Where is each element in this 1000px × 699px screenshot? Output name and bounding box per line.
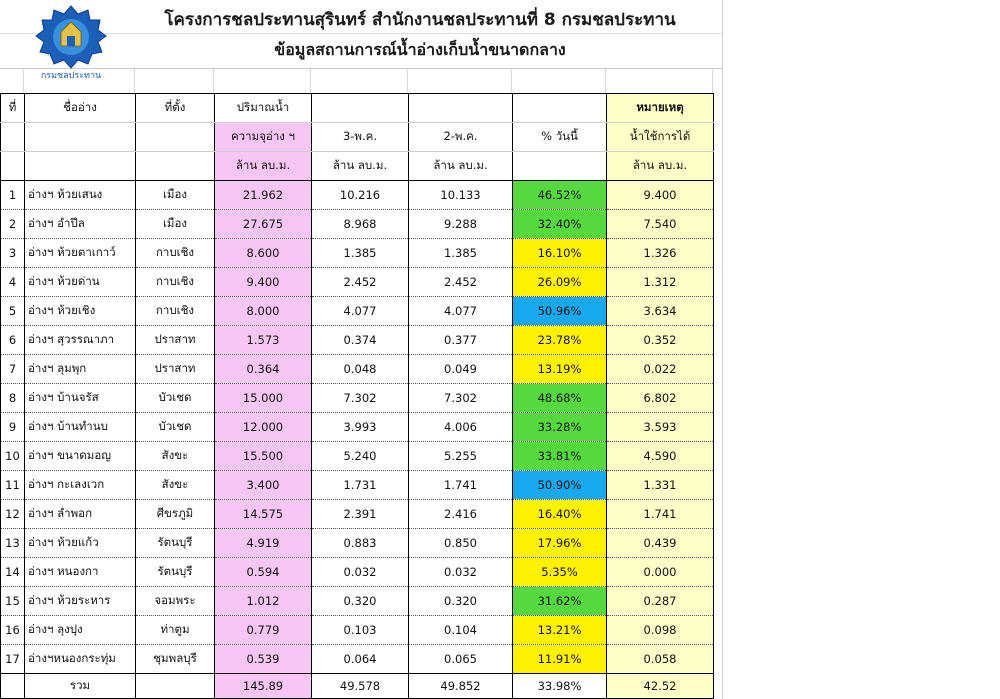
percent-today: 33.28% bbox=[513, 413, 607, 442]
reservoir-name: อ่างฯหนองกระทุ่ม bbox=[25, 645, 136, 674]
percent-today: 50.90% bbox=[513, 471, 607, 500]
volume-date2: 0.850 bbox=[409, 529, 513, 558]
usable-volume: 0.439 bbox=[607, 529, 714, 558]
col-capacity-header: ความจุอ่าง ฯ bbox=[215, 123, 312, 152]
volume-date1: 0.032 bbox=[312, 558, 409, 587]
header-row-3 bbox=[1, 152, 714, 181]
col-date1-header: 3-พ.ค. bbox=[312, 123, 409, 152]
usable-volume: 0.098 bbox=[607, 616, 714, 645]
volume-date2: 1.741 bbox=[409, 471, 513, 500]
capacity-value: 8.600 bbox=[215, 239, 312, 268]
percent-today: 11.91% bbox=[513, 645, 607, 674]
row-number: 15 bbox=[1, 587, 25, 616]
volume-date2: 0.032 bbox=[409, 558, 513, 587]
usable-volume: 1.312 bbox=[607, 268, 714, 297]
percent-today: 13.21% bbox=[513, 616, 607, 645]
col-no-header: ที่ bbox=[1, 94, 25, 123]
volume-date2: 1.385 bbox=[409, 239, 513, 268]
col-volume-header: ปริมาณน้ำ bbox=[215, 94, 312, 123]
unit-label: ล้าน ลบ.ม. bbox=[215, 152, 312, 181]
percent-today: 50.96% bbox=[513, 297, 607, 326]
volume-date2: 7.302 bbox=[409, 384, 513, 413]
reservoir-location: ปราสาท bbox=[136, 355, 215, 384]
report-header bbox=[0, 0, 722, 80]
row-number: 7 bbox=[1, 355, 25, 384]
percent-today: 23.78% bbox=[513, 326, 607, 355]
usable-volume: 3.593 bbox=[607, 413, 714, 442]
reservoir-name: อ่างฯ ห้วยระหาร bbox=[25, 587, 136, 616]
usable-volume: 3.634 bbox=[607, 297, 714, 326]
col-pct-header: % วันนี้ bbox=[513, 123, 607, 152]
reservoir-name: อ่างฯ ลำพอก bbox=[25, 500, 136, 529]
unit-label: ล้าน ลบ.ม. bbox=[607, 152, 714, 181]
volume-date2: 2.452 bbox=[409, 268, 513, 297]
table-row bbox=[1, 471, 714, 500]
table-row bbox=[1, 500, 714, 529]
reservoir-location: สังขะ bbox=[136, 471, 215, 500]
total-row bbox=[1, 674, 714, 699]
reservoir-location: ศีขรภูมิ bbox=[136, 500, 215, 529]
volume-date1: 2.391 bbox=[312, 500, 409, 529]
table-row bbox=[1, 297, 714, 326]
header-row-1 bbox=[1, 94, 714, 123]
percent-today: 16.40% bbox=[513, 500, 607, 529]
total-label: รวม bbox=[25, 674, 136, 699]
reservoir-location: กาบเชิง bbox=[136, 268, 215, 297]
row-number: 14 bbox=[1, 558, 25, 587]
row-number: 2 bbox=[1, 210, 25, 239]
usable-volume: 4.590 bbox=[607, 442, 714, 471]
volume-date1: 10.216 bbox=[312, 181, 409, 210]
row-number: 12 bbox=[1, 500, 25, 529]
reservoir-location: บัวเชด bbox=[136, 413, 215, 442]
reservoir-name: อ่างฯ บ้านจรัส bbox=[25, 384, 136, 413]
usable-volume: 7.540 bbox=[607, 210, 714, 239]
reservoir-name: อ่างฯ ลุมพุก bbox=[25, 355, 136, 384]
reservoir-name: อ่างฯ สุวรรณาภา bbox=[25, 326, 136, 355]
row-number: 6 bbox=[1, 326, 25, 355]
col-date2-header: 2-พ.ค. bbox=[409, 123, 513, 152]
table-row bbox=[1, 210, 714, 239]
volume-date1: 0.883 bbox=[312, 529, 409, 558]
percent-today: 17.96% bbox=[513, 529, 607, 558]
reservoir-location: สังขะ bbox=[136, 442, 215, 471]
percent-today: 46.52% bbox=[513, 181, 607, 210]
col-location-header: ที่ตั้ง bbox=[136, 94, 215, 123]
usable-volume: 9.400 bbox=[607, 181, 714, 210]
col-usable-header: น้ำใช้การได้ bbox=[607, 123, 714, 152]
reservoir-name: อ่างฯ บ้านทำนบ bbox=[25, 413, 136, 442]
volume-date2: 0.065 bbox=[409, 645, 513, 674]
usable-volume: 0.287 bbox=[607, 587, 714, 616]
reservoir-location: รัตนบุรี bbox=[136, 558, 215, 587]
table-row bbox=[1, 616, 714, 645]
row-number: 1 bbox=[1, 181, 25, 210]
volume-date2: 0.377 bbox=[409, 326, 513, 355]
total-capacity: 145.89 bbox=[215, 674, 312, 699]
total-usable: 42.52 bbox=[607, 674, 714, 699]
percent-today: 32.40% bbox=[513, 210, 607, 239]
percent-today: 48.68% bbox=[513, 384, 607, 413]
capacity-value: 21.962 bbox=[215, 181, 312, 210]
capacity-value: 0.594 bbox=[215, 558, 312, 587]
table-row bbox=[1, 645, 714, 674]
row-number: 11 bbox=[1, 471, 25, 500]
volume-date2: 10.133 bbox=[409, 181, 513, 210]
capacity-value: 14.575 bbox=[215, 500, 312, 529]
row-number: 10 bbox=[1, 442, 25, 471]
unit-label: ล้าน ลบ.ม. bbox=[409, 152, 513, 181]
capacity-value: 15.000 bbox=[215, 384, 312, 413]
usable-volume: 0.352 bbox=[607, 326, 714, 355]
capacity-value: 1.573 bbox=[215, 326, 312, 355]
volume-date1: 0.064 bbox=[312, 645, 409, 674]
volume-date1: 0.374 bbox=[312, 326, 409, 355]
reservoir-name: อ่างฯ ขนาดมอญ bbox=[25, 442, 136, 471]
volume-date1: 4.077 bbox=[312, 297, 409, 326]
unit-label: ล้าน ลบ.ม. bbox=[312, 152, 409, 181]
percent-today: 33.81% bbox=[513, 442, 607, 471]
report-title: โครงการชลประทานสุรินทร์ สำนักงานชลประทานที่ 8 กรมชลประทาน bbox=[164, 10, 676, 30]
row-number: 5 bbox=[1, 297, 25, 326]
reservoir-name: อ่างฯ กะเลงเวก bbox=[25, 471, 136, 500]
reservoir-name: อ่างฯ ลุงปุง bbox=[25, 616, 136, 645]
usable-volume: 0.058 bbox=[607, 645, 714, 674]
capacity-value: 1.012 bbox=[215, 587, 312, 616]
table-row bbox=[1, 587, 714, 616]
reservoir-location: ปราสาท bbox=[136, 326, 215, 355]
report-subtitle: ข้อมูลสถานการณ์น้ำอ่างเก็บน้ำขนาดกลาง bbox=[274, 40, 566, 59]
table-row bbox=[1, 413, 714, 442]
capacity-value: 27.675 bbox=[215, 210, 312, 239]
table-row bbox=[1, 558, 714, 587]
usable-volume: 0.000 bbox=[607, 558, 714, 587]
table-row bbox=[1, 239, 714, 268]
reservoir-name: อ่างฯ ห้วยตาเกาว์ bbox=[25, 239, 136, 268]
percent-today: 31.62% bbox=[513, 587, 607, 616]
reservoir-location: รัตนบุรี bbox=[136, 529, 215, 558]
table-row bbox=[1, 326, 714, 355]
percent-today: 26.09% bbox=[513, 268, 607, 297]
reservoir-name: อ่างฯ ห้วยเสนง bbox=[25, 181, 136, 210]
usable-volume: 1.326 bbox=[607, 239, 714, 268]
capacity-value: 9.400 bbox=[215, 268, 312, 297]
row-number: 9 bbox=[1, 413, 25, 442]
volume-date2: 0.320 bbox=[409, 587, 513, 616]
volume-date1: 7.302 bbox=[312, 384, 409, 413]
reservoir-location: จอมพระ bbox=[136, 587, 215, 616]
row-number: 4 bbox=[1, 268, 25, 297]
row-number: 3 bbox=[1, 239, 25, 268]
reservoir-location: กาบเชิง bbox=[136, 239, 215, 268]
volume-date2: 0.049 bbox=[409, 355, 513, 384]
table-row bbox=[1, 181, 714, 210]
usable-volume: 0.022 bbox=[607, 355, 714, 384]
total-date2: 49.852 bbox=[409, 674, 513, 699]
total-date1: 49.578 bbox=[312, 674, 409, 699]
percent-today: 16.10% bbox=[513, 239, 607, 268]
volume-date1: 5.240 bbox=[312, 442, 409, 471]
col-name-header: ชื่ออ่าง bbox=[25, 94, 136, 123]
usable-volume: 6.802 bbox=[607, 384, 714, 413]
volume-date1: 1.385 bbox=[312, 239, 409, 268]
capacity-value: 0.539 bbox=[215, 645, 312, 674]
volume-date2: 5.255 bbox=[409, 442, 513, 471]
volume-date2: 2.416 bbox=[409, 500, 513, 529]
table-row bbox=[1, 384, 714, 413]
capacity-value: 0.364 bbox=[215, 355, 312, 384]
volume-date1: 1.731 bbox=[312, 471, 409, 500]
volume-date2: 4.077 bbox=[409, 297, 513, 326]
usable-volume: 1.331 bbox=[607, 471, 714, 500]
reservoir-name: อ่างฯ ห้วยเชิง bbox=[25, 297, 136, 326]
capacity-value: 15.500 bbox=[215, 442, 312, 471]
reservoir-location: เมือง bbox=[136, 181, 215, 210]
volume-date2: 9.288 bbox=[409, 210, 513, 239]
percent-today: 13.19% bbox=[513, 355, 607, 384]
volume-date2: 0.104 bbox=[409, 616, 513, 645]
percent-today: 5.35% bbox=[513, 558, 607, 587]
reservoir-name: อ่างฯ หนองกา bbox=[25, 558, 136, 587]
volume-date1: 0.103 bbox=[312, 616, 409, 645]
table-row bbox=[1, 268, 714, 297]
col-remark-header: หมายเหตุ bbox=[607, 94, 714, 123]
table-row bbox=[1, 529, 714, 558]
reservoir-location: ชุมพลบุรี bbox=[136, 645, 215, 674]
reservoir-location: ท่าตูม bbox=[136, 616, 215, 645]
volume-date1: 0.048 bbox=[312, 355, 409, 384]
capacity-value: 3.400 bbox=[215, 471, 312, 500]
volume-date2: 4.006 bbox=[409, 413, 513, 442]
header-row-2 bbox=[1, 123, 714, 152]
rid-logo-icon bbox=[28, 2, 114, 80]
row-number: 16 bbox=[1, 616, 25, 645]
reservoir-name: อ่างฯ อำปึล bbox=[25, 210, 136, 239]
capacity-value: 4.919 bbox=[215, 529, 312, 558]
capacity-value: 8.000 bbox=[215, 297, 312, 326]
logo-text: กรมชลประทาน bbox=[40, 71, 102, 80]
table-row bbox=[1, 355, 714, 384]
row-number: 17 bbox=[1, 645, 25, 674]
reservoir-table bbox=[0, 93, 714, 699]
usable-volume: 1.741 bbox=[607, 500, 714, 529]
table-row bbox=[1, 442, 714, 471]
capacity-value: 0.779 bbox=[215, 616, 312, 645]
row-number: 13 bbox=[1, 529, 25, 558]
total-pct: 33.98% bbox=[513, 674, 607, 699]
reservoir-location: บัวเชด bbox=[136, 384, 215, 413]
reservoir-location: กาบเชิง bbox=[136, 297, 215, 326]
volume-date1: 0.320 bbox=[312, 587, 409, 616]
volume-date1: 2.452 bbox=[312, 268, 409, 297]
reservoir-name: อ่างฯ ห้วยแก้ว bbox=[25, 529, 136, 558]
row-number: 8 bbox=[1, 384, 25, 413]
volume-date1: 3.993 bbox=[312, 413, 409, 442]
volume-date1: 8.968 bbox=[312, 210, 409, 239]
reservoir-name: อ่างฯ ห้วยด่าน bbox=[25, 268, 136, 297]
reservoir-location: เมือง bbox=[136, 210, 215, 239]
capacity-value: 12.000 bbox=[215, 413, 312, 442]
